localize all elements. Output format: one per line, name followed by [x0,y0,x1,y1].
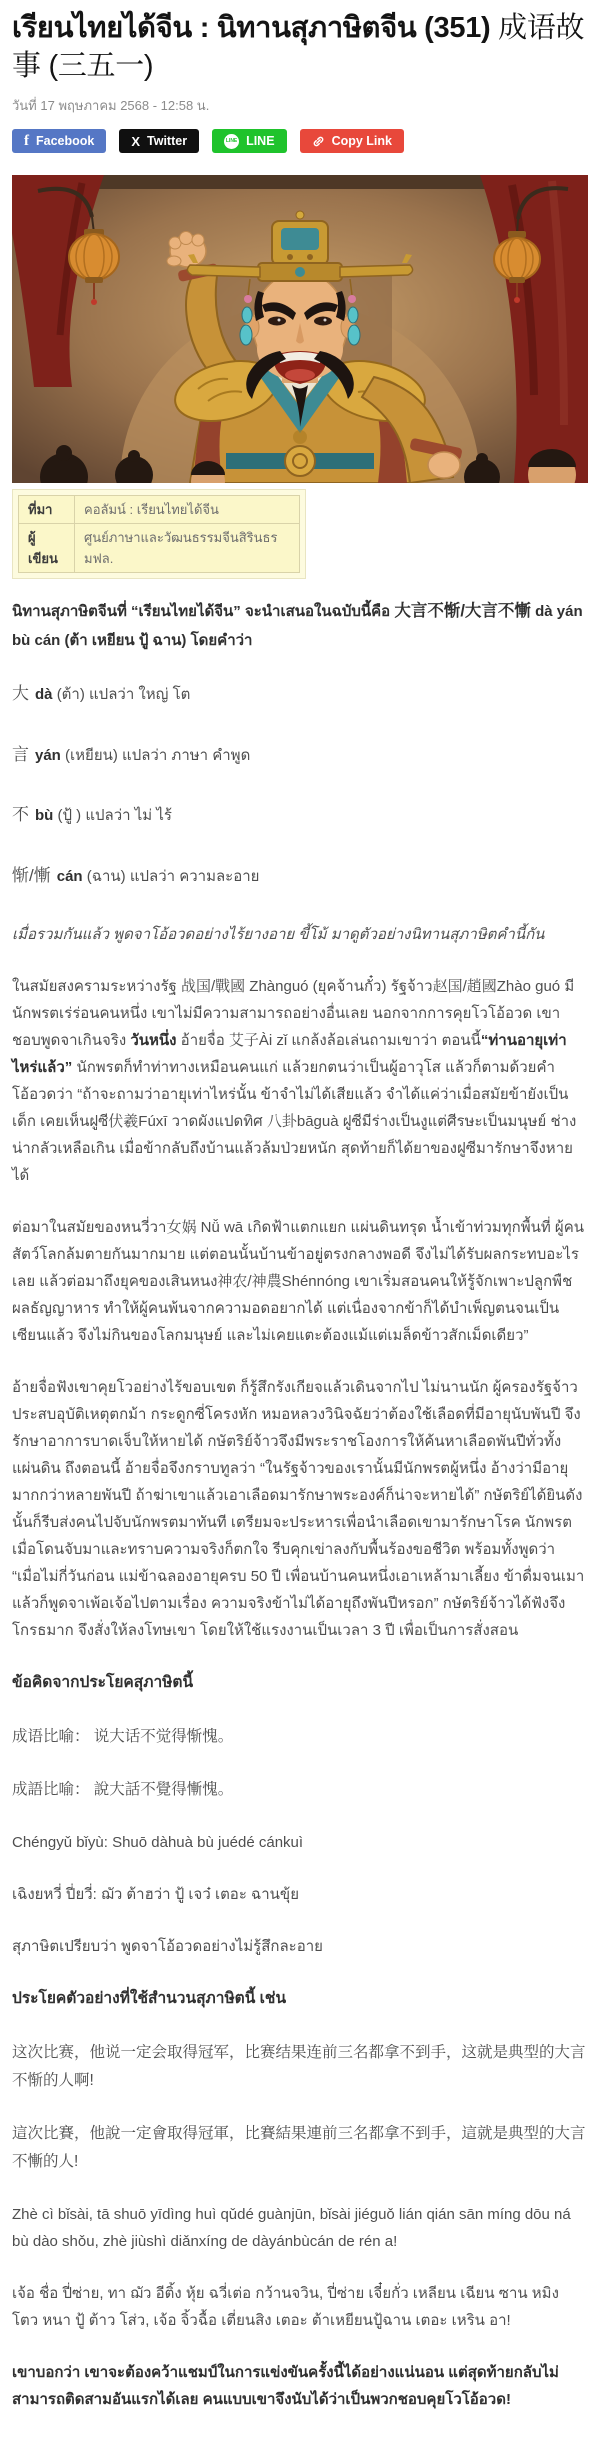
belt-buckle [285,446,315,476]
caption-source-label: ที่มา [19,496,75,524]
image-caption-box [12,489,306,579]
line-share-button[interactable] [212,129,286,153]
facebook-share-label: Facebook [36,134,95,149]
example-pinyin: Zhè cì bǐsài, tā shuō yīdìng huì qǔdé guànjūn, bǐsài jiéguǒ lián qián sān míng dōu ná bù dào shǒu, zhè jiùshì diǎnxíng de dàyánbùcán de rén a! [12,2205,571,2250]
idiom-thai-meaning: สุภาษิตเปรียบว่า พูดจาโอ้อวดอย่างไม่รู้สึกละอาย [12,1938,323,1956]
idiom-thai-transliteration: เฉิงยหวี่ ปี่ยวี่: ฌัว ต้าฮว่า ปู้ เจว๋ เตอะ ฉานขุ้ย [12,1886,299,1904]
example-traditional: 這次比賽，他說一定會取得冠軍，比賽結果連前三名都拿不到手，這就是典型的大言不慚的人! [12,2124,586,2170]
link-chain-icon [312,135,325,148]
article-header [12,10,588,153]
x-twitter-icon: X [131,133,141,149]
facebook-share-button[interactable] [12,129,106,153]
twitter-share-button[interactable] [119,129,199,153]
publish-date: วันที่ 17 พฤษภาคม 2568 - 12:58 น. [12,98,210,114]
caption-source-value: คอลัมน์ : เรียนไทยได้จีน [75,496,300,524]
share-button-row [12,129,588,153]
caption-row-source [19,496,300,524]
meaning-note: เมื่อรวมกันแล้ว พูดจาโอ้อวดอย่างไร้ยางอาย ขี้โม้ มาดูตัวอย่างนิทานสุภาษิตคำนี้กัน [12,926,545,944]
example-simplified: 这次比赛，他说一定会取得冠军，比赛结果连前三名都拿不到手，这就是典型的大言不惭的人啊! [12,2044,586,2089]
story-paragraph-3: อ้ายจื่อฟังเขาคุยโวอย่างไร้ขอบเขต ก็รู้สึกรังเกียจแล้วเดินจากไป ไม่นานนัก ผู้ครองรัฐจ้าวประสบอุบัติเหตุตกม้า กระดูกซี่โครงหัก หมอหลวงวินิจฉัยว่าต้องใช้เลือดที่มีอายุนับพันปี จึงรักษาอาการบาดเจ็บให้หายได้ กษัตริย์จ้าวจึงมีพระราชโองการให้ค้นหาเลือดพันปีทั่วทั้งแผ่นดิน ถึงตอนนี้ อ้ายจื่อจึงกราบทูลว่า “ในรัฐจ้าวของเรานั้นมีนักพรตผู้หนึ่ง อ้างว่ามีอายุมากกว่าหลายพันปี ถ้าฆ่าเขาแล้วเอาเลือดมารักษาพระองค์ก็น่าจะหายได้” กษัตริย์ได้ยินดังนั้นก็รีบส่งคนไปจับนักพรตมาทันที เตรียมจะประหารเพื่อนำเลือดเขามารักษาโรค นักพรตเมื่อโดนจับมาและทราบความจริงก็ตกใจ รีบคุกเข่าลงกับพื้นร้องขอชีวิต พร้อมทั้งพูดว่า “เมื่อไม่กี่วันก่อน แม่ข้าฉลองอายุครบ 50 ปี เพื่อนบ้านคนหนึ่งเอาเหล้ามาเลี้ยง ข้าดื่มจนเมาแล้วก็พูดจาเพ้อเจ้อไปตามเรื่อง ความจริงข้าไม่ได้อายุถึงพันปีหรอก” กษัตริย์จ้าวได้ฟังจึงโกรธมาก จึงสั่งให้ลงโทษเขา โดยให้ใช้แรงงานเป็นเวลา 3 ปี เพื่อเป็นการสั่งสอน [12,1379,585,1640]
article-hero-image [12,175,588,483]
caption-table [18,495,300,573]
page-title [12,10,588,85]
example-thai-transliteration: เจ้อ ชื่อ ปี่ซ่าย, ทา ฌัว อีติ้ง หุ้ย ฉวี่เต่อ กว้านจวิน, ปี่ซ่าย เจี๋ยกั่ว เหลียน เฉียน ซาน หมิง โตว หนา ปู้ ต้าว โส่ว, เจ้อ จิ้วฉื้อ เตี่ยนสิง เตอะ ต้าเหยียนปู้ฉาน เตอะ เหริน อา! [12,2284,559,2329]
line-app-icon: LINE [224,134,239,149]
article-body [12,597,588,2412]
idiom-pinyin: Chéngyǔ bǐyù: Shuō dàhuà bù juédé cánkuì [12,1834,304,1852]
story-paragraph-2: ต่อมาในสมัยของหนวี่วา女娲 Nǚ wā เกิดฟ้าแตกแยก แผ่นดินทรุด น้ำเข้าท่วมทุกพื้นที่ ผู้คนสัตว์โลกล้มตายกันมากมาย แต่ตอนนั้นบ้านข้าอยู่ตรงกลางพอดี จึงไม่ได้รับผลกระทบอะไรเลย แล้วต่อมาถึงยุคของเสินหนง神农/神農Shénnóng เขาเริ่มสอนคนให้รู้จักเพาะปลูกพืชผลธัญญาหาร ทำให้ผู้คนพ้นจากความอดอยากได้ แต่เนื่องจากข้าก็ได้บำเพ็ญตนจนเป็นเซียนแล้ว จึงไม่กินของโลกมนุษย์ และไม่เคยแตะต้องแม้แต่เมล็ดข้าวสักเม็ดเดียว” [12,1219,584,1345]
idiom-traditional: 成語比喻： 說大話不覺得慚愧。 [12,1781,234,1799]
caption-row-author [19,524,300,573]
idiom-simplified: 成语比喻： 说大话不觉得惭愧。 [12,1728,234,1746]
story-paragraph-1: ในสมัยสงครามระหว่างรัฐ 战国/戰國 Zhànguó (ยุคจ้านกั๋ว) รัฐจ้าว赵国/趙國Zhào guó มีนักพรตเร่ร่อนคนหนึ่ง เขาไม่มีความสามารถอย่างอื่นเลย นอกจากการคุยโวโอ้อวด เขาชอบพูดจาเกินจริง วันหนึ่ง อ้ายจื่อ 艾子Ài zǐ แกล้งล้อเล่นถามเขาว่า ตอนนี้“ท่านอายุเท่าไหร่แล้ว” นักพรตก็ทำท่าทางเหมือนคนแก่ แล้วยกตนว่าเป็นผู้อาวุโส แล้วก็ตามด้วยคำโอ้อวดว่า “ถ้าจะถามว่าอายุเท่าไหร่นั้น ข้าจำไม่ได้เสียแล้ว จำได้แค่ว่าเมื่อสมัยข้ายังเป็นเด็ก เคยเห็นฝูซี伏羲Fúxī วาดผังแปดทิศ 八卦bāguà ฝูซีมีร่างเป็นงูแต่ศีรษะเป็นมนุษย์ ช่างน่ากลัวเหลือเกิน เมื่อข้ากลับถึงบ้านแล้วล้มป่วยหนัก สุดท้ายก็ได้ยาของฝูซีมารักษาจึงหายได้ [12,978,577,1185]
vocab-line-yan: 言 yán (เหยียน) แปลว่า ภาษา คำพูด [12,744,251,764]
copy-link-button[interactable] [300,129,404,153]
twitter-share-label: Twitter [147,134,188,149]
copy-link-label: Copy Link [331,134,392,149]
facebook-f-icon: f [24,132,29,149]
caption-author-value: ศูนย์ภาษาและวัฒนธรรมจีนสิรินธร มฟล. [75,524,300,573]
vocab-line-bu: 不 bù (ปู้ ) แปลว่า ไม่ ไร้ [12,805,172,825]
right-eye [314,317,332,326]
vocab-line-can: 惭/慚 cán (ฉาน) แปลว่า ความละอาย [12,865,260,885]
line-share-label: LINE [246,134,275,149]
intro-paragraph: นิทานสุภาษิตจีนที่ “เรียนไทยได้จีน” จะนำเสนอในฉบับนี้คือ 大言不惭/大言不慚 dà yán bù cán (ต้า เหยียน ปู้ ฉาน) โดยคำว่า [12,602,583,650]
page-title-thai: เรียนไทยได้จีน : นิทานสุภาษิตจีน (351) [12,12,499,44]
angry-emperor-illustration [12,175,588,483]
left-eye [268,317,286,326]
vocab-line-da: 大 dà (ต้า) แปลว่า ใหญ่ โต [12,684,191,704]
idiom-hanzi: 大言不惭/大言不慚 [394,602,531,621]
example-section-header: ประโยคตัวอย่างที่ใช้สำนวนสุภาษิตนี้ เช่น [12,1990,287,2008]
page-title-chinese: 成语故事 (三五一) [12,12,585,82]
moral-section-header: ข้อคิดจากประโยคสุภาษิตนี้ [12,1674,194,1692]
lowered-fist [428,452,460,478]
caption-author-label: ผู้เขียน [19,524,75,573]
example-thai-translation: เขาบอกว่า เขาจะต้องคว้าแชมป์ในการแข่งขันครั้งนี้ได้อย่างแน่นอน แต่สุดท้ายกลับไม่สามารถติดสามอันแรกได้เลย คนแบบเขาจึงนับได้ว่าเป็นพวกชอบคุยโวโอ้อวด! [12,2363,559,2408]
